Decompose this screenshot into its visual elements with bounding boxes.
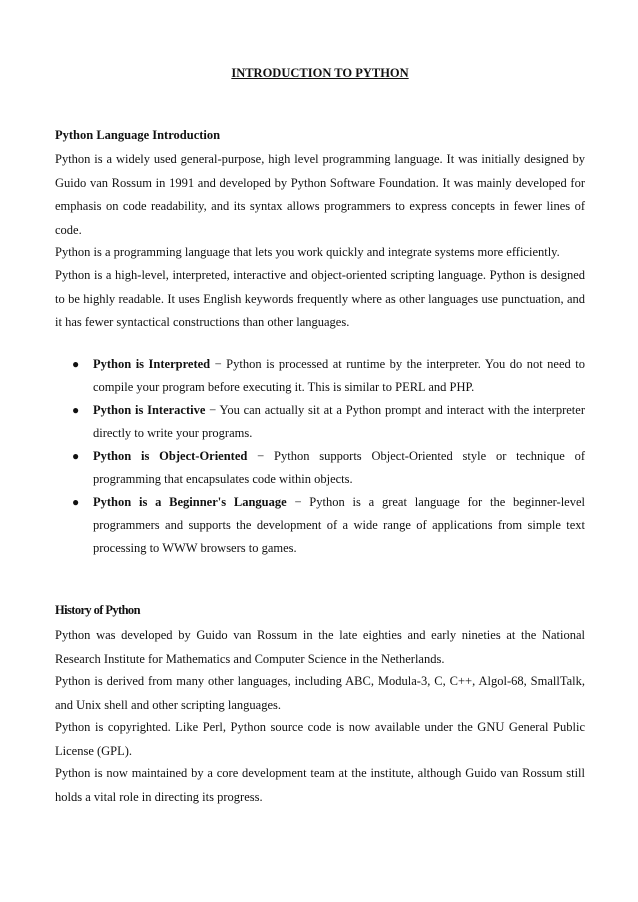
bullet-term: Python is Interactive xyxy=(93,403,206,417)
paragraph: Python is a programming language that lets you work quickly and integrate systems more efficiently. xyxy=(55,245,560,259)
paragraph: Python is copyrighted. Like Perl, Python source code is now available under the GNU General Public License (GPL). xyxy=(55,720,585,758)
paragraph: Python is a high-level, interpreted, interactive and object-oriented scripting language. Python is designed to be highly readable. It uses English keywords frequently where as other languages use punctuation, and it has fewer syntactical constructions than other languages. xyxy=(55,268,585,329)
list-item xyxy=(55,399,585,445)
bullet-icon: ● xyxy=(72,403,80,417)
bullet-text: − Python is a great language for the beginner-level programmers and supports the development of a wide range of applications from simple text processing to WWW browsers to games. xyxy=(93,495,585,555)
list-item xyxy=(55,491,585,560)
paragraph: Python is now maintained by a core development team at the institute, although Guido van Rossum still holds a vital role in directing its progress. xyxy=(55,766,585,804)
bullet-icon: ● xyxy=(72,495,80,509)
feature-list xyxy=(55,353,585,560)
list-item xyxy=(55,353,585,399)
section-heading-history: History of Python xyxy=(55,603,140,617)
bullet-text: − Python supports Object-Oriented style or technique of programming that encapsulates code within objects. xyxy=(93,449,585,486)
bullet-text: − You can actually sit at a Python prompt and interact with the interpreter directly to write your programs. xyxy=(93,403,585,440)
bullet-icon: ● xyxy=(72,357,80,371)
paragraph: Python is a widely used general-purpose, high level programming language. It was initially designed by Guido van Rossum in 1991 and developed by Python Software Foundation. It was mainly developed for emphasis on code readability, and its syntax allows programmers to express concepts in fewer lines of code. xyxy=(55,152,585,237)
bullet-term: Python is Object-Oriented xyxy=(93,449,248,463)
document-title: INTRODUCTION TO PYTHON xyxy=(231,66,409,80)
bullet-text: − Python is processed at runtime by the interpreter. You do not need to compile your program before executing it. This is similar to PERL and PHP. xyxy=(93,357,585,394)
section-heading-introduction: Python Language Introduction xyxy=(55,128,221,142)
paragraph: Python is derived from many other languages, including ABC, Modula-3, C, C++, Algol-68, SmallTalk, and Unix shell and other scripting languages. xyxy=(55,674,585,712)
list-item xyxy=(55,445,585,491)
paragraph: Python was developed by Guido van Rossum in the late eighties and early nineties at the National Research Institute for Mathematics and Computer Science in the Netherlands. xyxy=(55,628,585,666)
bullet-term: Python is a Beginner's Language xyxy=(93,495,287,509)
bullet-term: Python is Interpreted xyxy=(93,357,211,371)
bullet-icon: ● xyxy=(72,449,80,463)
